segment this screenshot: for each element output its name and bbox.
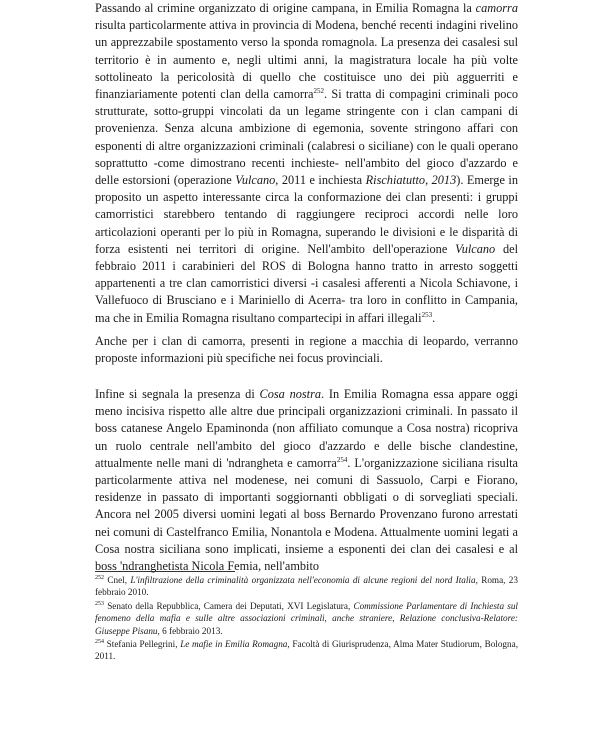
italic-title: Le mafie in Emilia Romagna (180, 639, 288, 649)
footnote-253 (95, 600, 518, 637)
text-run: , Facoltà di Giurisprudenza, Alma Mater Studiorum, Bologna, 2011. (95, 639, 518, 662)
text-run: Cnel, (104, 575, 131, 585)
text-run: Senato della Repubblica, Camera dei Deputati, XVI Legislatura, (104, 601, 354, 611)
paragraph-camorra (95, 0, 518, 327)
footnote-ref-252[interactable]: 252 (313, 86, 325, 95)
italic-title: L'infiltrazione della criminalità organizzata nell'economia di alcune regioni del nord Italia (130, 575, 476, 585)
italic-term: Cosa nostra (259, 387, 322, 401)
footnote-number: 253 (95, 600, 104, 607)
text-run: ). Emerge in proposito un aspetto interessante circa la conformazione dei clan presenti: i gruppi camorristici starebbero tentando di raggiungere reciproci accordi nelle loro articolazioni operanti per lo più in Romagna, superando le divisioni e le disparità di forza esistenti nei territori di origine. Nell'ambito dell'operazione (95, 173, 518, 256)
italic-term: Vulcano (455, 241, 496, 256)
italic-term: Vulcano (235, 173, 276, 188)
text-run: Stefania Pellegrini, (104, 639, 181, 649)
italic-term: camorra (475, 1, 518, 15)
text-run: Infine si segnala la presenza di (95, 387, 260, 401)
footnote-ref-254[interactable]: 254 (336, 455, 348, 464)
footnote-252 (95, 574, 518, 599)
text-run: . L'organizzazione siciliana risulta particolarmente attiva nel modenese, nei comuni di Sassuolo, Carpi e Fiorano, residenze in passato di importanti soggiornanti obbligati o di sorvegliati speciali. Ancora nel 2005 diversi uomini legati al boss Bernardo Provenzano furono arrestati nei comuni di Castelfranco Emilia, Nonantola e Modena. Attualmente uomini legati a Cosa nostra siciliana sono implicati, insieme a esponenti dei clan dei casalesi e al boss 'ndranghetista Nicola Femia, nell'ambito (95, 455, 518, 574)
text-run: del febbraio 2011 i carabinieri del ROS di Bologna hanno tratto in arresto soggetti appartenenti a tre clan camorristici diversi -i casalesi afferenti a Nicola Schiavone, i Vallefuoco di Brusciano e i Mariniello di Acerra- tra loro in conflitto in Campania, ma che in Emilia Romagna risultano compartecipi in affari illegali (95, 241, 518, 325)
footnote-ref-253[interactable]: 253 (421, 310, 433, 319)
footnote-number: 252 (95, 574, 104, 581)
text-run: . (432, 310, 436, 325)
text-run: . In Emilia Romagna essa appare oggi meno incisiva rispetto alle altre due principali organizzazioni criminali. In passato il boss catanese Angelo Epaminonda (non affiliato comunque a Cosa nostra) ricopriva un ruolo centrale nell'ambito del gioco d'azzardo e delle bische clandestine, attualmente nelle mani di 'ndranghetа e camorra (95, 387, 518, 470)
footnote-254 (95, 638, 518, 663)
text-run: , 6 febbraio 2013. (157, 625, 223, 636)
text-run: . Si tratta di compagini criminali poco strutturate, sotto-gruppi vincolati da un legame stringente con i clan campani di provenienza. Senza alcuna ambizione di egemonia, sovente stringono affari con esponenti di altre organizzazioni criminali (calabresi o siciliane) con le quali operano soprattutto -come dimostrano recenti inchieste- nell'ambito del gioco d'azzardo e delle estorsioni (operazione (95, 87, 518, 188)
footnote-separator (95, 571, 235, 572)
footnote-number: 254 (95, 638, 104, 645)
italic-title: Commissione Parlamentare di Inchiesta sul fenomeno della mafia e sulle altre associazioni criminali, anche straniere, Relazione conclusiva-Relatore: Giuseppe Pisanu (95, 601, 518, 636)
text-run: risulta particolarmente attiva in provincia di Modena, benché recenti indagini rivelino un apprezzabile spostamento verso la sponda romagnola. La presenza dei casalesi sul territorio è in aumento e, negli ultimi anni, la magistratura locale ha più volte sottolineato la pericolosità di quello che costituisce uno dei più agguerriti e finanziariamente potenti clan della camorra (95, 18, 518, 102)
text-run: , Roma, 23 febbraio 2010. (95, 575, 518, 598)
paragraph-cosa-nostra (95, 386, 518, 575)
text-run: , 2011 e inchiesta (275, 173, 366, 188)
text-run: Passando al crimine organizzato di origine campana, in Emilia Romagna la (95, 1, 476, 15)
italic-term: Rischiatutto, 2013 (365, 173, 457, 188)
paragraph-camorra-focus: Anche per i clan di camorra, presenti in regione a macchia di leopardo, verranno proposte informazioni più specifiche nei focus provinciali. (95, 334, 518, 366)
